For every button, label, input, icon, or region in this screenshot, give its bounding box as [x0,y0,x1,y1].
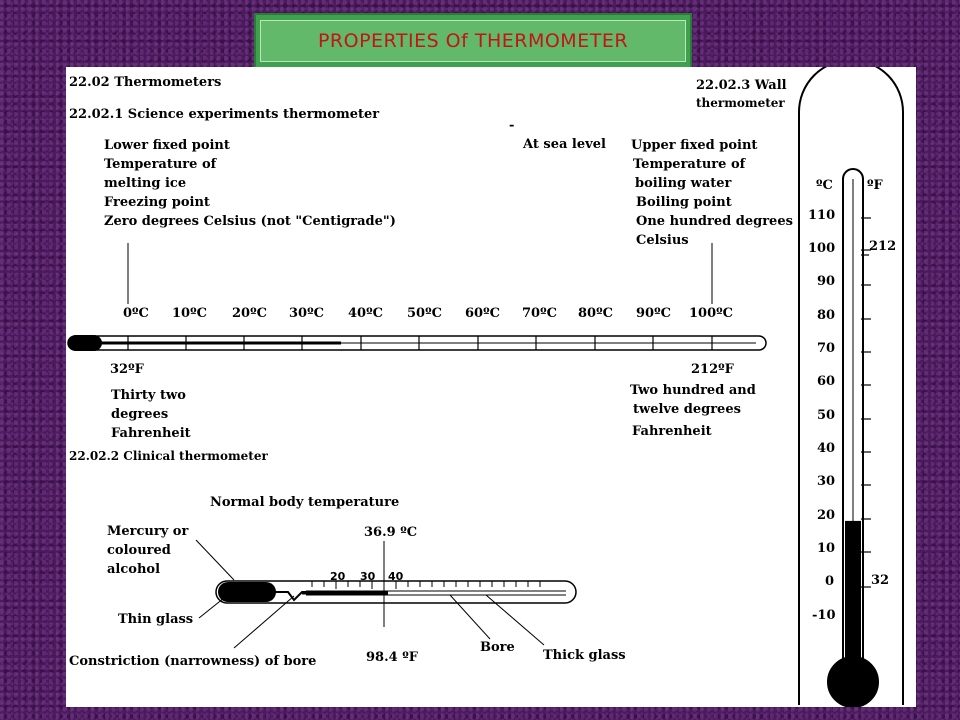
celsius-scale [123,306,733,321]
wall-celsius-unit: ºC [816,178,833,193]
wall-celsius-label: 10 [817,541,836,556]
thick-glass-label: Thick glass [543,648,626,663]
page-title: PROPERTIES Of THERMOMETER [317,30,629,52]
science-bulb [68,335,102,351]
lower-fixed-line: Zero degrees Celsius (not "Centigrade") [104,214,396,229]
lower-fixed-line: Temperature of [104,157,217,172]
upper-fixed-line: Boiling point [636,195,732,210]
sea-level-dash: - [509,118,515,133]
f32-words-line: Thirty two [111,388,186,403]
title-banner-inner [260,20,686,62]
upper-fixed-line: One hundred degrees [636,214,793,229]
celsius-label: 100ºC [689,306,733,321]
f32-words-line: Fahrenheit [111,426,191,441]
wall-fahrenheit-32: 32 [871,573,890,588]
wall-bulb [828,657,878,707]
wall-celsius-label: -10 [812,608,836,623]
celsius-label: 50ºC [407,306,442,321]
heading-thermometers: 22.02 Thermometers [69,75,222,90]
wall-celsius-label: 60 [817,374,836,389]
heading-wall-2: thermometer [696,96,785,110]
f212-words-line: Two hundred and [630,383,756,398]
wall-celsius-label: 30 [817,474,836,489]
wall-celsius-label: 110 [808,208,836,223]
upper-fixed-point-text [631,138,793,248]
celsius-label: 40ºC [348,306,383,321]
celsius-label: 20ºC [232,306,267,321]
lower-fixed-line: melting ice [104,176,187,191]
sea-level-label: At sea level [523,137,606,152]
celsius-label: 30ºC [289,306,324,321]
lower-fixed-line: Lower fixed point [104,138,230,153]
constriction-label: Constriction (narrowness) of bore [69,654,317,669]
normal-body-temperature-label: Normal body temperature [210,495,400,510]
wall-celsius-label: 100 [808,241,836,256]
wall-celsius-label: 40 [817,441,836,456]
upper-fixed-line: Upper fixed point [631,138,758,153]
upper-fixed-line: Celsius [636,233,689,248]
title-banner [254,13,692,69]
science-thermometer [68,335,766,351]
f32-words-line: degrees [111,407,169,422]
wall-celsius-label: 90 [817,274,836,289]
wall-celsius-label: 70 [817,341,836,356]
upper-fixed-line: Temperature of [633,157,746,172]
clinical-bulb [218,582,276,602]
fahrenheit-212-label: 212ºF [691,362,734,377]
celsius-label: 90ºC [636,306,671,321]
diagram-panel [66,67,916,707]
celsius-label: 0ºC [123,306,149,321]
wall-celsius-label: 0 [825,574,835,589]
f212-words-line: Fahrenheit [632,424,712,439]
clinical-celsius-value: 36.9 ºC [364,525,418,540]
wall-celsius-label: 20 [817,508,836,523]
mercury-label-line: Mercury or [107,524,189,539]
clinical-thermometer [216,570,576,603]
celsius-label: 70ºC [522,306,557,321]
mercury-label-line: alcohol [107,562,161,577]
wall-fahrenheit-212: 212 [869,239,897,254]
fahrenheit-32-label: 32ºF [110,362,144,377]
thin-glass-label: Thin glass [118,612,194,627]
celsius-label: 10ºC [172,306,207,321]
clinical-scale-label: 40 [388,570,404,583]
heading-science: 22.02.1 Science experiments thermometer [69,107,380,122]
clinical-scale-label: 30 [360,570,376,583]
clinical-fahrenheit-value: 98.4 ºF [366,650,418,665]
wall-mercury-column [845,521,861,672]
mercury-label-line: coloured [107,543,171,558]
wall-fahrenheit-unit: ºF [867,178,883,193]
wall-celsius-label: 50 [817,408,836,423]
upper-fixed-line: boiling water [635,176,732,191]
thermometer-diagram [66,67,916,707]
clinical-scale-label: 20 [330,570,346,583]
lower-fixed-line: Freezing point [104,195,210,210]
celsius-label: 60ºC [465,306,500,321]
wall-thermometer [799,67,903,707]
heading-clinical: 22.02.2 Clinical thermometer [69,449,268,463]
wall-celsius-label: 80 [817,308,836,323]
heading-wall-1: 22.02.3 Wall [696,78,787,93]
bore-label: Bore [480,640,515,655]
lower-fixed-point-text [104,138,396,229]
f212-words-line: twelve degrees [633,402,741,417]
celsius-label: 80ºC [578,306,613,321]
